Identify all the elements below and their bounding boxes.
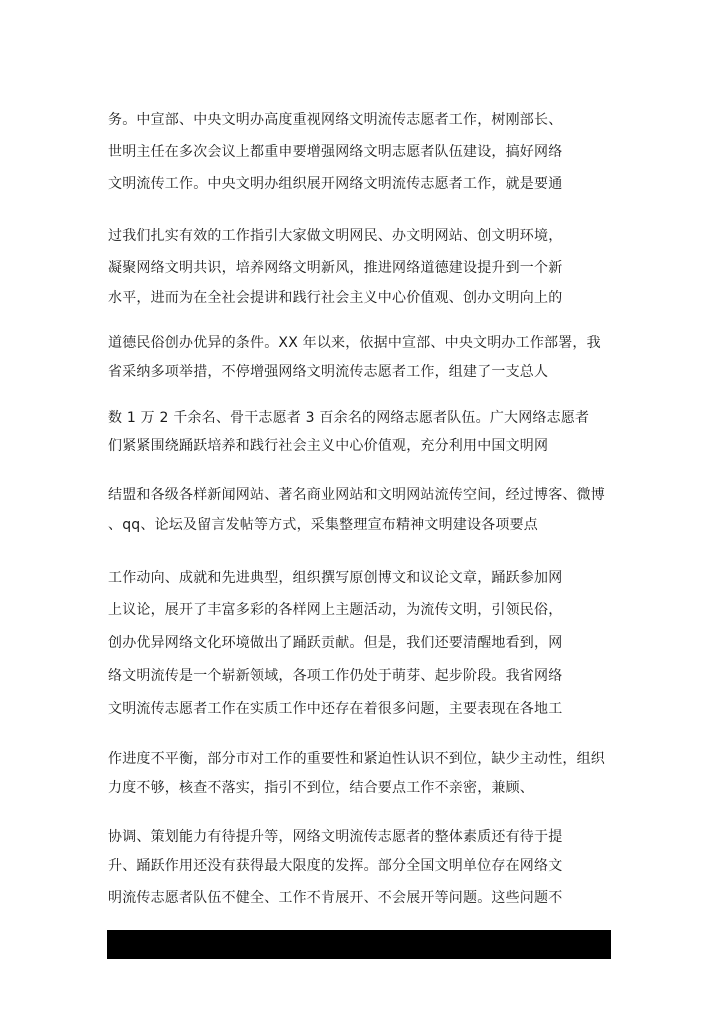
text-line: 明流传志愿者队伍不健全、工作不肯展开、不会展开等问题。这些问题不 bbox=[108, 890, 563, 906]
text-line: 升、踊跃作用还没有获得最大限度的发挥。部分全国文明单位存在网络文 bbox=[108, 858, 563, 874]
text-line: 创办优异网络文化环境做出了踊跃贡献。但是，我们还要清醒地看到，网 bbox=[108, 635, 563, 651]
text-line: 文明流传工作。中央文明办组织展开网络文明流传志愿者工作，就是要通 bbox=[108, 176, 563, 192]
text-line: 文明流传志愿者工作在实质工作中还存在着很多问题，主要表现在各地工 bbox=[108, 701, 563, 717]
text-line: 作进度不平衡，部分市对工作的重要性和紧迫性认识不到位，缺少主动性，组织 bbox=[108, 751, 605, 767]
text-line: 工作动向、成就和先进典型，组织撰写原创博文和议论文章，踊跃参加网 bbox=[108, 570, 563, 586]
text-line: 世明主任在多次会议上都重申要增强网络文明志愿者队伍建设，搞好网络 bbox=[108, 144, 563, 160]
text-line: 数 1 万 2 千余名、骨干志愿者 3 百余名的网络志愿者队伍。广大网络志愿者 bbox=[108, 410, 590, 426]
text-line: 凝聚网络文明共识，培养网络文明新风，推进网络道德建设提升到一个新 bbox=[108, 260, 563, 276]
text-line: 务。中宣部、中央文明办高度重视网络文明流传志愿者工作，树刚部长、 bbox=[108, 112, 563, 128]
text-line: 们紧紧围绕踊跃培养和践行社会主义中心价值观，充分利用中国文明网 bbox=[108, 438, 549, 454]
text-line: 上议论，展开了丰富多彩的各样网上主题活动，为流传文明，引领民俗， bbox=[108, 602, 563, 618]
redaction-bar bbox=[107, 930, 611, 959]
text-line: 结盟和各级各样新闻网站、著名商业网站和文明网站流传空间，经过博客、微博 bbox=[108, 487, 605, 503]
text-line: 省采纳多项举措，不停增强网络文明流传志愿者工作，组建了一支总人 bbox=[108, 364, 549, 380]
text-line: 络文明流传是一个崭新领域，各项工作仍处于萌芽、起步阶段。我省网络 bbox=[108, 668, 563, 684]
text-line: 力度不够，核查不落实，指引不到位，结合要点工作不亲密，兼顾、 bbox=[108, 780, 534, 796]
text-line: 协调、策划能力有待提升等，网络文明流传志愿者的整体素质还有待于提 bbox=[108, 829, 563, 845]
text-line: 道德民俗创办优异的条件。XX 年以来，依据中宣部、中央文明办工作部署，我 bbox=[108, 335, 601, 351]
text-line: 过我们扎实有效的工作指引大家做文明网民、办文明网站、创文明环境， bbox=[108, 228, 563, 244]
text-line: 水平，进而为在全社会提讲和践行社会主义中心价值观、创办文明向上的 bbox=[108, 290, 563, 306]
text-line: 、qq、论坛及留言发帖等方式，采集整理宣布精神文明建设各项要点 bbox=[108, 517, 538, 533]
